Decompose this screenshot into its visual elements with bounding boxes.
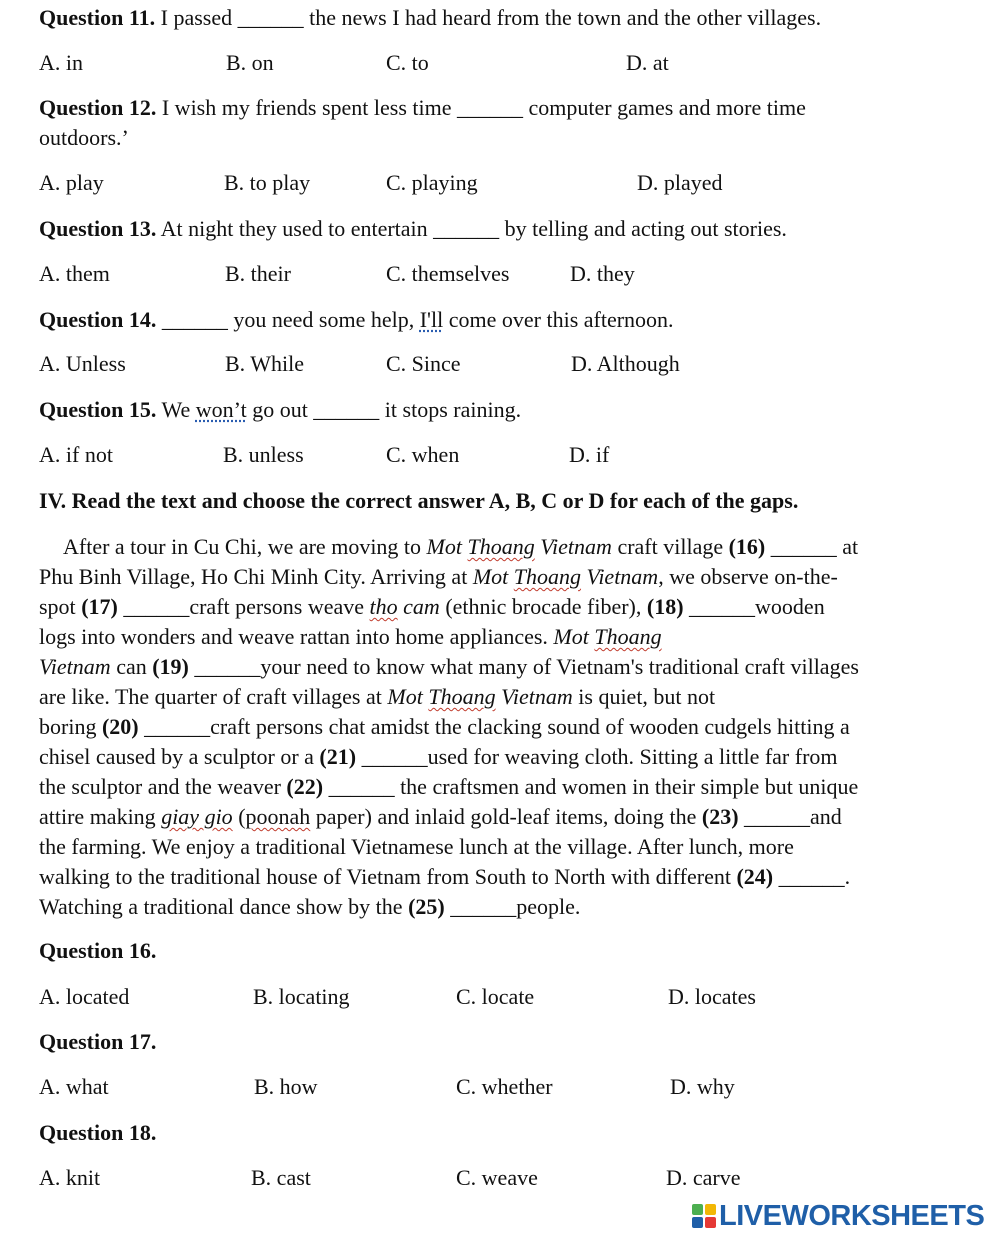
question-15-stem: Question 15. We won’t go out ______ it stops raining.: [39, 397, 522, 422]
passage-line: are like. The quarter of craft villages at Mot Thoang Vietnam is quiet, but not: [39, 684, 716, 709]
gap-19[interactable]: ______your need to know what many of Vietnam's traditional craft villages: [188, 654, 859, 679]
passage-line: the sculptor and the weaver (22) ______ the craftsmen and women in their simple but unique: [39, 774, 859, 799]
passage-line: attire making giay gio (poonah paper) and inlaid gold-leaf items, doing the (23) ______and: [39, 804, 842, 829]
q16-option-a[interactable]: A. located: [39, 984, 130, 1009]
passage-line: Watching a traditional dance show by the (25) ______people.: [39, 894, 581, 919]
q16-option-b[interactable]: B. locating: [253, 984, 350, 1009]
question-13-stem: Question 13. At night they used to entertain ______ by telling and acting out stories.: [39, 216, 787, 241]
logo-text: LIVEWORKSHEETS: [719, 1200, 985, 1232]
q11-option-c[interactable]: C. to: [386, 50, 429, 75]
q14-option-a[interactable]: A. Unless: [39, 351, 126, 376]
gap-21[interactable]: ______used for weaving cloth. Sitting a little far from: [356, 744, 838, 769]
q17-option-d[interactable]: D. why: [670, 1074, 735, 1099]
q11-option-d[interactable]: D. at: [626, 50, 669, 75]
q12-option-d[interactable]: D. played: [637, 170, 723, 195]
q16-option-c[interactable]: C. locate: [456, 984, 535, 1009]
q12-option-c[interactable]: C. playing: [386, 170, 478, 195]
gap-22[interactable]: ______ the craftsmen and women in their simple but unique: [323, 774, 859, 799]
logo-square: [705, 1217, 716, 1228]
section-heading: IV. Read the text and choose the correct answer A, B, C or D for each of the gaps.: [39, 488, 799, 513]
q12-option-a[interactable]: A. play: [39, 170, 104, 195]
q11-option-b[interactable]: B. on: [226, 50, 274, 75]
q13-option-d[interactable]: D. they: [570, 261, 635, 286]
q12-option-b[interactable]: B. to play: [224, 170, 311, 195]
liveworksheets-logo-icon: [692, 1204, 716, 1228]
q17-option-b[interactable]: B. how: [254, 1074, 318, 1099]
q13-option-c[interactable]: C. themselves: [386, 261, 510, 286]
q14-option-b[interactable]: B. While: [225, 351, 305, 376]
q14-option-c[interactable]: C. Since: [386, 351, 461, 376]
liveworksheets-logo: [692, 1200, 984, 1232]
gap-20[interactable]: ______craft persons chat amidst the clacking sound of wooden cudgels hitting a: [138, 714, 850, 739]
q15-option-b[interactable]: B. unless: [223, 442, 304, 467]
passage-line: chisel caused by a sculptor or a (21) ______used for weaving cloth. Sitting a little far from: [39, 744, 838, 769]
gap-24[interactable]: ______.: [773, 864, 851, 889]
passage-line: spot (17) ______craft persons weave tho cam (ethnic brocade fiber), (18) ______wooden: [39, 594, 825, 619]
passage-line: logs into wonders and weave rattan into home appliances. Mot Thoang: [39, 624, 662, 649]
gap-17[interactable]: ______craft persons weave: [117, 594, 370, 619]
question-18-label: Question 18.: [39, 1120, 157, 1145]
passage-line: After a tour in Cu Chi, we are moving to Mot Thoang Vietnam craft village (16) ______ at: [63, 534, 859, 559]
q14-option-d[interactable]: D. Although: [571, 351, 680, 376]
q16-option-d[interactable]: D. locates: [668, 984, 756, 1009]
passage-line: walking to the traditional house of Vietnam from South to North with different (24) ______.: [39, 864, 851, 889]
q13-option-b[interactable]: B. their: [225, 261, 291, 286]
q13-option-a[interactable]: A. them: [39, 261, 110, 286]
question-12-stem: Question 12. I wish my friends spent less time ______ computer games and more time: [39, 95, 806, 120]
question-16-label: Question 16.: [39, 938, 157, 963]
q11-option-a[interactable]: A. in: [39, 50, 83, 75]
logo-square: [692, 1217, 703, 1228]
question-12-stem-cont: outdoors.’: [39, 125, 129, 150]
q18-option-d[interactable]: D. carve: [666, 1165, 741, 1190]
gap-23[interactable]: ______and: [738, 804, 842, 829]
gap-16[interactable]: ______ at: [765, 534, 859, 559]
q18-option-c[interactable]: C. weave: [456, 1165, 538, 1190]
gap-25[interactable]: ______people.: [444, 894, 581, 919]
q17-option-c[interactable]: C. whether: [456, 1074, 553, 1099]
passage-line: Vietnam can (19) ______your need to know what many of Vietnam's traditional craft villages: [39, 654, 859, 679]
q15-option-d[interactable]: D. if: [569, 442, 610, 467]
question-11-stem: Question 11. I passed ______ the news I had heard from the town and the other villages.: [39, 5, 822, 30]
q17-option-a[interactable]: A. what: [39, 1074, 109, 1099]
reading-passage: [39, 532, 959, 922]
question-14-stem: Question 14. ______ you need some help, I'll come over this afternoon.: [39, 307, 674, 332]
passage-line: the farming. We enjoy a traditional Vietnamese lunch at the village. After lunch, more: [39, 834, 794, 859]
gap-18[interactable]: ______wooden: [683, 594, 825, 619]
logo-square: [692, 1204, 703, 1215]
passage-line: Phu Binh Village, Ho Chi Minh City. Arriving at Mot Thoang Vietnam, we observe on-the-: [39, 564, 838, 589]
logo-square: [705, 1204, 716, 1215]
passage-line: boring (20) ______craft persons chat amidst the clacking sound of wooden cudgels hitting a: [39, 714, 850, 739]
q15-option-a[interactable]: A. if not: [39, 442, 113, 467]
question-17-label: Question 17.: [39, 1029, 157, 1054]
q18-option-a[interactable]: A. knit: [39, 1165, 101, 1190]
q15-option-c[interactable]: C. when: [386, 442, 460, 467]
q18-option-b[interactable]: B. cast: [251, 1165, 311, 1190]
